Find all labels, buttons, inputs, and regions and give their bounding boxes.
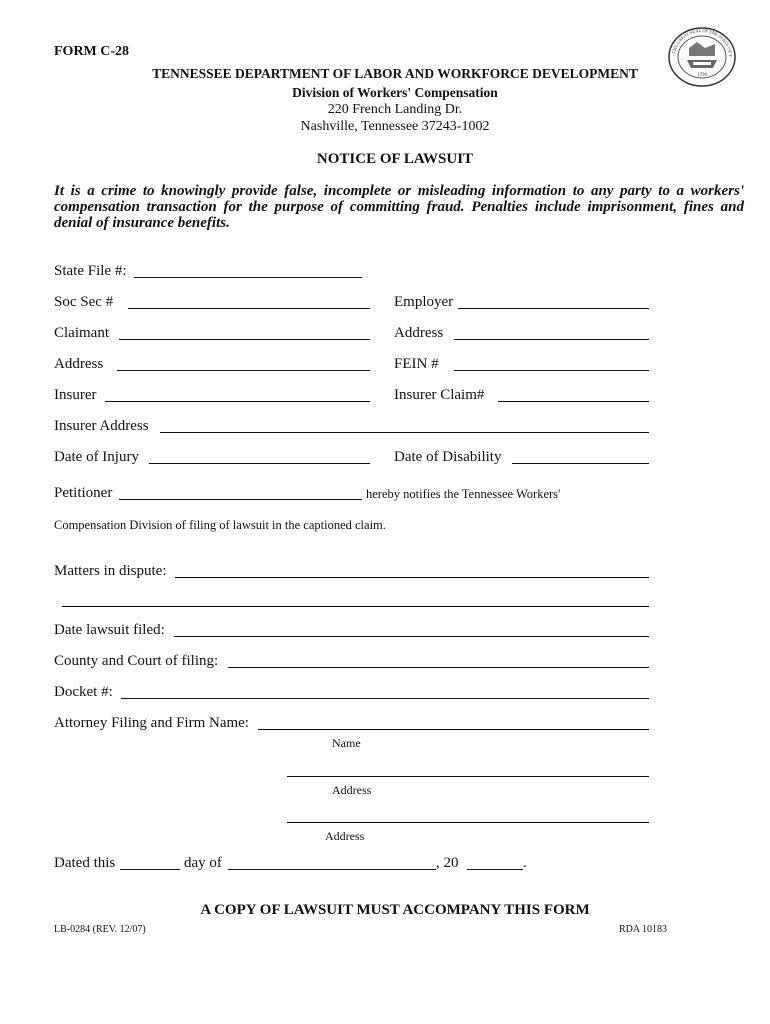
insurer-address-field[interactable]	[160, 432, 649, 433]
insurer-claim-field[interactable]	[498, 401, 649, 402]
employer-address-label: Address	[394, 325, 444, 341]
year-prefix-label: , 20	[436, 855, 459, 871]
attorney-name-field[interactable]	[258, 729, 649, 730]
county-court-label: County and Court of filing:	[54, 653, 219, 669]
day-field[interactable]	[120, 869, 180, 870]
date-of-disability-field[interactable]	[512, 463, 649, 464]
fein-field[interactable]	[454, 370, 649, 371]
form-id: FORM C-28	[54, 44, 130, 59]
department-name: TENNESSEE DEPARTMENT OF LABOR AND WORKFORCE DEVELOPMENT	[152, 66, 638, 81]
claimant-label: Claimant	[54, 325, 109, 341]
state-file-field[interactable]	[134, 277, 362, 278]
matters-in-dispute-field[interactable]	[175, 577, 649, 578]
employer-label: Employer	[394, 294, 454, 310]
insurer-label: Insurer	[54, 387, 97, 403]
form-title: NOTICE OF LAWSUIT	[316, 151, 474, 167]
claimant-address-field[interactable]	[117, 370, 370, 371]
svg-text:THE GREAT SEAL OF THE STATE OF: THE GREAT SEAL OF THE STATE OF T	[671, 27, 734, 58]
docket-label: Docket #:	[54, 684, 113, 700]
form-code: LB-0284 (REV. 12/07)	[54, 924, 146, 935]
insurer-claim-label: Insurer Claim#	[394, 387, 485, 403]
fraud-warning: It is a crime to knowingly provide false, incomplete or misleading information to any party to a workers' compensation transaction for the purpose of committing fraud. Penalties include imprisonment, fines and denial of insurance benefits.	[54, 183, 744, 231]
claimant-address-label: Address	[54, 356, 104, 372]
city-address: Nashville, Tennessee 37243-1002	[300, 119, 490, 134]
petitioner-note: hereby notifies the Tennessee Workers'	[366, 487, 561, 501]
employer-address-field[interactable]	[454, 339, 649, 340]
svg-text:1796: 1796	[697, 73, 707, 78]
date-lawsuit-filed-label: Date lawsuit filed:	[54, 622, 165, 638]
month-field[interactable]	[228, 869, 436, 870]
insurer-field[interactable]	[105, 401, 370, 402]
employer-field[interactable]	[458, 308, 649, 309]
soc-sec-field[interactable]	[128, 308, 370, 309]
insurer-address-label: Insurer Address	[54, 418, 149, 434]
claimant-field[interactable]	[119, 339, 370, 340]
date-lawsuit-filed-field[interactable]	[174, 636, 649, 637]
date-of-injury-field[interactable]	[149, 463, 370, 464]
petitioner-note-continued: Compensation Division of filing of lawsuit in the captioned claim.	[54, 518, 386, 532]
attorney-address-field-1[interactable]	[287, 776, 649, 777]
petitioner-field[interactable]	[119, 499, 362, 500]
attorney-address-field-2[interactable]	[287, 822, 649, 823]
date-of-injury-label: Date of Injury	[54, 449, 139, 465]
state-file-label: State File #:	[54, 263, 127, 279]
county-court-field[interactable]	[228, 667, 649, 668]
date-of-disability-label: Date of Disability	[394, 449, 502, 465]
address-caption-1: Address	[332, 783, 372, 797]
name-caption: Name	[332, 736, 361, 750]
dated-this-label: Dated this	[54, 855, 116, 871]
matters-in-dispute-label: Matters in dispute:	[54, 563, 167, 579]
year-field[interactable]	[467, 869, 523, 870]
petitioner-label: Petitioner	[54, 485, 113, 501]
attorney-label: Attorney Filing and Firm Name:	[54, 715, 249, 731]
division-name: Division of Workers' Compensation	[292, 85, 498, 100]
copy-notice: A COPY OF LAWSUIT MUST ACCOMPANY THIS FORM	[200, 902, 590, 918]
docket-field[interactable]	[121, 698, 649, 699]
rda-code: RDA 10183	[619, 924, 668, 935]
dated-period: .	[523, 855, 527, 871]
fein-label: FEIN #	[394, 356, 439, 372]
street-address: 220 French Landing Dr.	[327, 102, 463, 117]
matters-in-dispute-field-2[interactable]	[62, 606, 649, 607]
soc-sec-label: Soc Sec #	[54, 294, 114, 310]
address-caption-2: Address	[325, 829, 365, 843]
day-of-label: day of	[184, 855, 222, 871]
